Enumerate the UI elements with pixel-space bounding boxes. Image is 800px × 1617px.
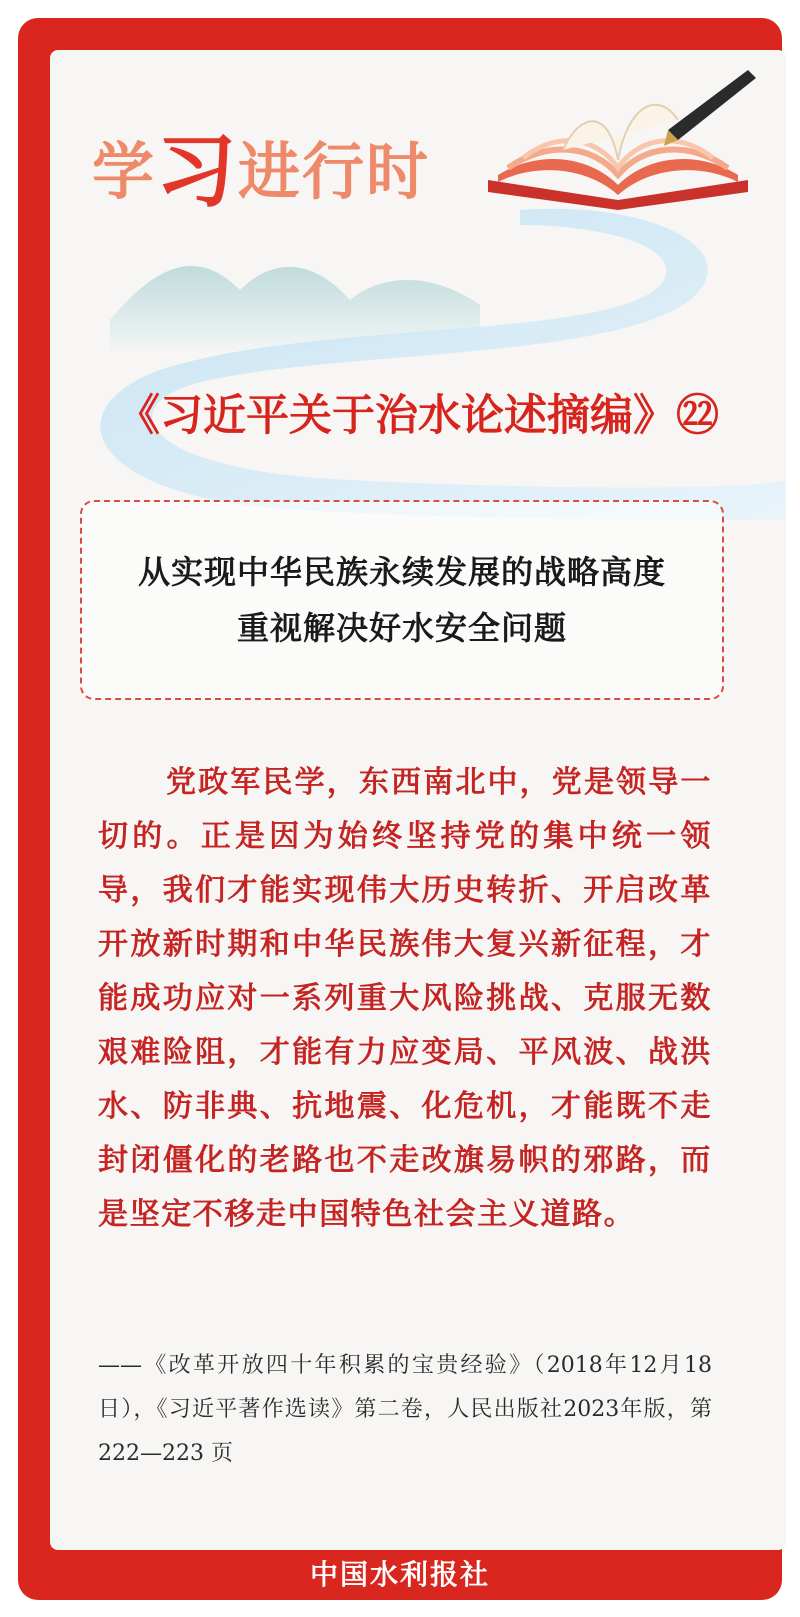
headline-line-2: 重视解决好水安全问题 (236, 609, 567, 647)
outer-red-frame (18, 18, 782, 1600)
column-title-part2: 进行时 (238, 135, 431, 208)
column-title-big-char: 习 (156, 125, 239, 218)
column-title-part1: 学 (92, 135, 157, 208)
publisher-footer: 中国水利报社 (309, 1558, 490, 1591)
headline-box (80, 500, 724, 700)
source-citation: ——《改革开放四十年积累的宝贵经验》（2018年12月18日），《习近平著作选读》第二卷，人民出版社2023年版，第 222—223 页 (98, 1353, 712, 1466)
column-title (92, 125, 431, 218)
fountain-pen-icon (664, 70, 756, 146)
series-title: 《习近平关于治水论述摘编》㉒ (117, 391, 719, 441)
headline-line-1: 从实现中华民族永续发展的战略高度 (137, 553, 666, 591)
excerpt-body: 党政军民学，东西南北中，党是领导一切的。正是因为始终坚持党的集中统一领导，我们才能实现伟大历史转折、开启改革开放新时期和中华民族伟大复兴新征程，才能成功应对一系列重大风险挑战、克服无数艰难险阻，才能有力应变局、平风波、战洪水、防非典、抗地震、化危机，才能既不走封闭僵化的老路也不走改旗易帜的邪路，而是坚定不移走中国特色社会主义道路。 (98, 765, 712, 1232)
content-panel (50, 50, 786, 1550)
open-book-icon (468, 60, 768, 210)
